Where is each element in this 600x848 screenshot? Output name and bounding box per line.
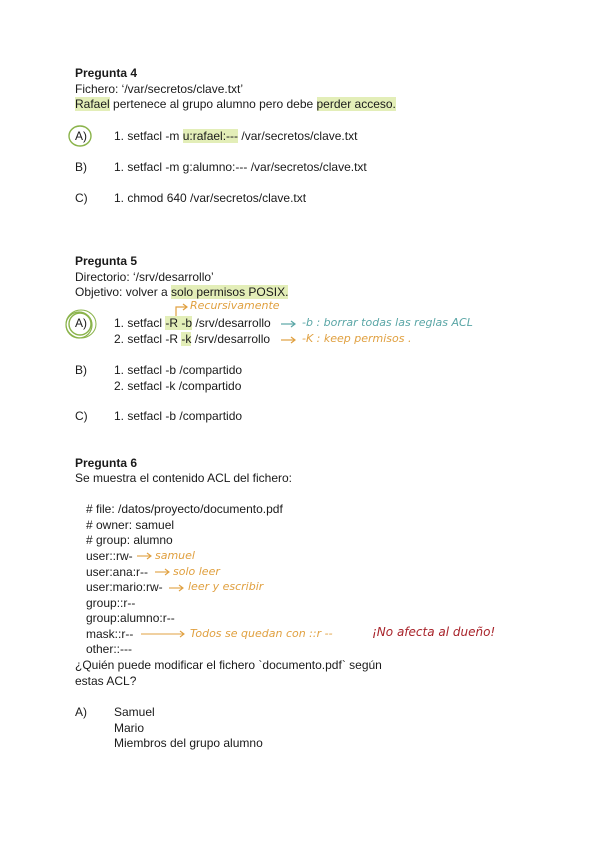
note-mask: Todos se quedan con ::r -- (190, 627, 333, 640)
acl-line: other::--- (86, 642, 133, 656)
q4-context-mid: pertenece al grupo alumno pero debe (109, 97, 317, 111)
q5-objective-hl: solo permisos POSIX. (171, 285, 289, 299)
recursive-arrow (176, 307, 186, 316)
acl-line: group:alumno:r-- (86, 611, 175, 625)
q4-option-a-cmd-hl: u:rafael:--- (182, 129, 239, 143)
q5-option-b-line1: 1. setfacl -b /compartido (114, 363, 243, 377)
acl-line: group::r-- (86, 596, 136, 610)
q4-option-b-cmd: 1. setfacl -m g:alumno:--- /var/secretos/clave.txt (114, 160, 367, 174)
q5-option-b-letter: B) (75, 363, 87, 377)
q5-objective-pre: Objetivo: volver a (75, 285, 172, 299)
acl-line: # owner: samuel (86, 518, 175, 532)
q6-option-a-letter: A) (75, 705, 87, 719)
note-solo-leer: solo leer (173, 565, 220, 578)
q4-option-a-letter: A) (75, 129, 87, 143)
note-k-keep: -K : keep permisos . (302, 332, 412, 345)
q5-a-l2-pre: 2. setfacl -R (114, 332, 182, 346)
q6-intro: Se muestra el contenido ACL del fichero: (75, 471, 293, 485)
q5-a-l1-pre: 1. setfacl (114, 316, 166, 330)
q6-option-a-item: Miembros del grupo alumno (114, 736, 263, 750)
q5-a-l2-hl: -k (181, 332, 192, 346)
q5-option-b-line2: 2. setfacl -k /compartido (114, 379, 242, 393)
q4-option-c-letter: C) (75, 191, 88, 205)
note-b-borrar: -b : borrar todas las reglas ACL (302, 316, 473, 329)
acl-line: # file: /datos/proyecto/documento.pdf (86, 502, 283, 516)
acl-line: user::rw- (86, 549, 133, 563)
acl-line: user:ana:r-- (86, 565, 149, 579)
q6-option-a-item: Samuel (114, 705, 155, 719)
q4-option-a-cmd-post: /var/secretos/clave.txt (238, 129, 358, 143)
acl-line: user:mario:rw- (86, 580, 163, 594)
note-leer-escribir: leer y escribir (188, 580, 264, 593)
q5-option-c-letter: C) (75, 409, 88, 423)
q4-context (75, 97, 396, 112)
acl-line: mask::r-- (86, 627, 134, 641)
q6-option-a-item: Mario (114, 721, 145, 735)
q5-dir-line: Directorio: ‘/srv/desarrollo’ (75, 270, 214, 284)
q5-option-a-line2 (114, 332, 270, 347)
q5-a-l1-hl: -R -b (165, 316, 193, 330)
q4-file-line: Fichero: ‘/var/secretos/clave.txt’ (75, 82, 244, 96)
q5-title: Pregunta 5 (75, 254, 138, 268)
q4-option-a-cmd-pre: 1. setfacl -m (114, 129, 183, 143)
q4-title: Pregunta 4 (75, 66, 138, 80)
q4-context-rafael: Rafael (75, 97, 110, 111)
q5-option-a-letter: A) (75, 316, 87, 330)
q4-option-b-letter: B) (75, 160, 87, 174)
q5-objective (75, 285, 288, 300)
q5-a-l1-post: /srv/desarrollo (192, 316, 271, 330)
q5-option-c-line1: 1. setfacl -b /compartido (114, 409, 243, 423)
q6-title: Pregunta 6 (75, 456, 138, 470)
q4-option-c-cmd: 1. chmod 640 /var/secretos/clave.txt (114, 191, 307, 205)
note-samuel: samuel (155, 549, 195, 562)
note-owner: ¡No afecta al dueño! (372, 625, 496, 639)
q4-option-a-cmd (114, 129, 357, 144)
q6-question-line1: ¿Quién puede modificar el fichero `documento.pdf` según (75, 658, 382, 672)
q5-option-a-line1 (114, 316, 271, 331)
note-recursivamente: Recursivamente (190, 299, 280, 312)
q4-context-lose: perder acceso. (316, 97, 396, 111)
q6-question-line2: estas ACL? (75, 674, 137, 688)
acl-line: # group: alumno (86, 533, 173, 547)
q5-a-l2-post: /srv/desarrollo (191, 332, 271, 346)
